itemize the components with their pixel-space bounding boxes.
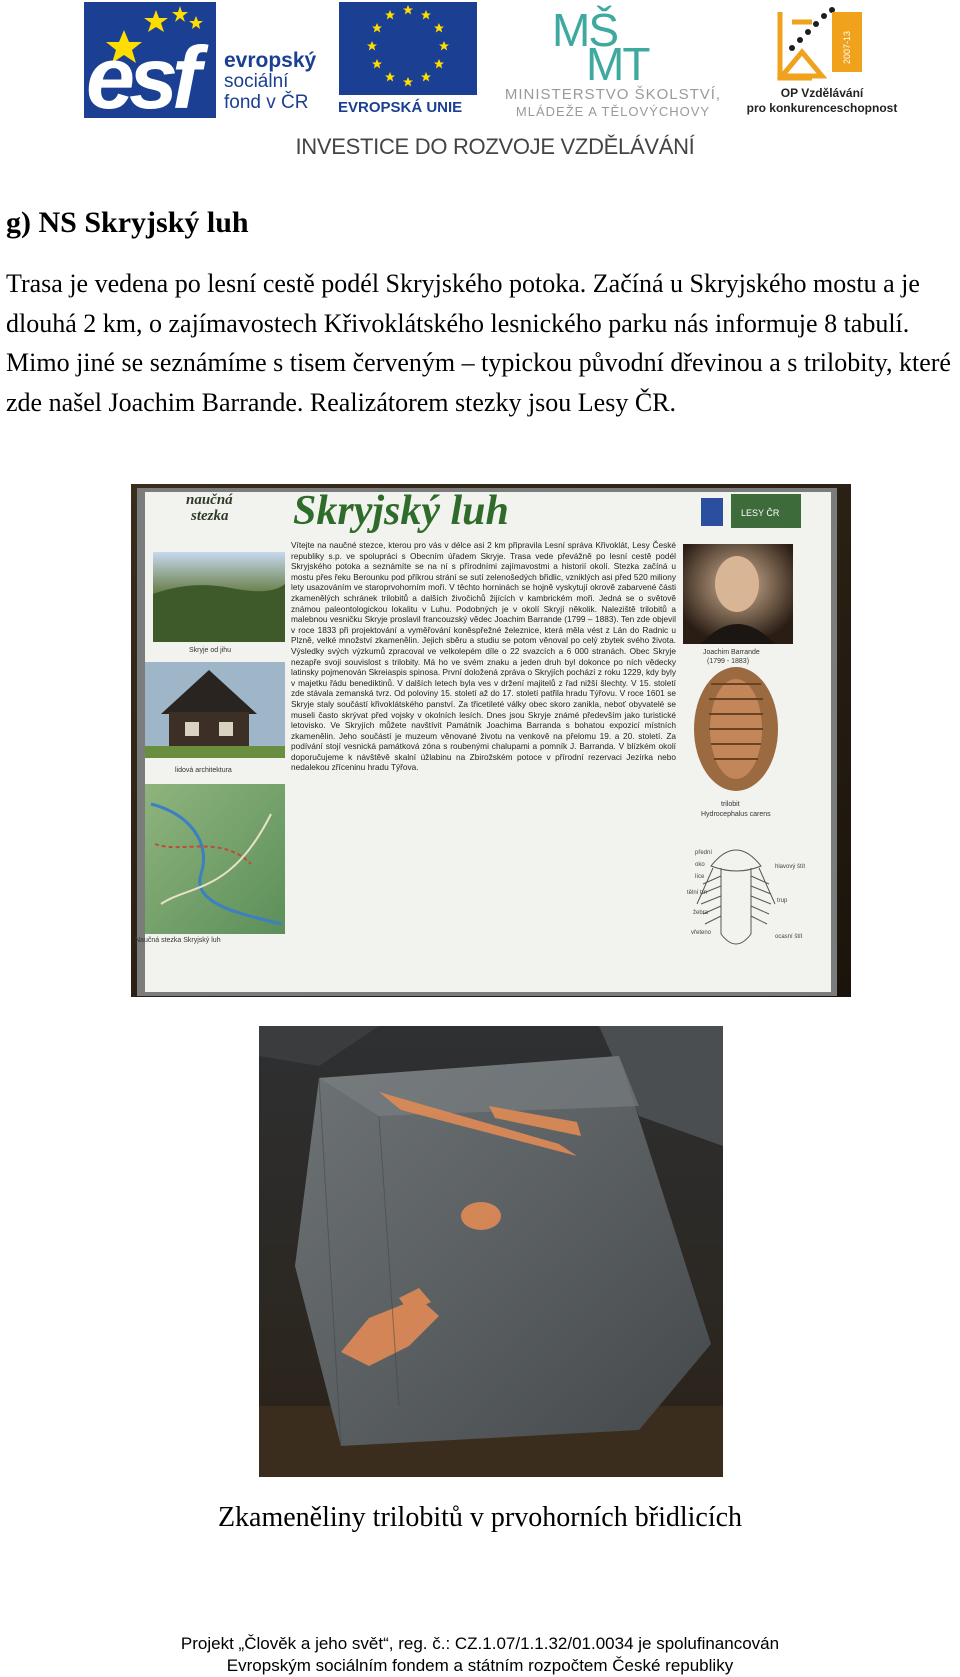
- op-line: pro konkurenceschopnost: [746, 101, 898, 115]
- esf-logo-text: [224, 50, 334, 113]
- op-logo-icon: [772, 2, 868, 84]
- fossil-photo: [259, 1026, 723, 1477]
- anatomy-label: trup: [777, 898, 788, 904]
- board-coat-of-arms-icon: [701, 498, 723, 526]
- board-title: Skryjský luh: [293, 488, 509, 534]
- anatomy-label: hlavový štít: [775, 864, 806, 870]
- msmt-logo: [548, 2, 676, 82]
- anatomy-label: žebra: [693, 910, 709, 916]
- msmt-logo-text: [488, 86, 738, 120]
- msmt-line: MLÁDEŽE A TĚLOVÝCHOVY: [515, 104, 711, 119]
- board-photo-caption: Skryje od jihu: [189, 647, 232, 654]
- slogan: INVESTICE DO ROZVOJE VZDĚLÁVÁNÍ: [295, 134, 695, 159]
- op-line: OP Vzdělávání: [780, 86, 864, 100]
- op-logo-text: [742, 86, 902, 116]
- section-heading: g) NS Skryjský luh: [6, 206, 249, 239]
- eu-caption: EVROPSKÁ UNIE: [338, 99, 463, 116]
- footer-line: Evropským sociálním fondem a státním rozpočtem České republiky: [226, 1656, 734, 1675]
- footer: [0, 1633, 960, 1677]
- board-map-caption: Naučná stezka Skryjský luh: [135, 937, 221, 944]
- anatomy-label: přední: [695, 850, 713, 856]
- board-body-text: Vítejte na naučné stezce, kterou pro vás v délce asi 2 km připravila Lesní správa Křivoklát, Lesy České republiky s.p. ve spolupráci s Obecním úřadem Skryje. Trasa vede převážně po lesní cestě podél Skryjského potoka a seznámíte se na ní s přírodními zajímavostmi a historií okolí. Stezka začíná u mostu přes řeku Berounku pod příkrou strání se sutí zelenošedých břidlic, vzniklých asi před 520 miliony lety usazováním ve staroprvohorním moři. V těchto horninách se hojně vyskytují okrově zabarvené části zkamenělých schránek trilobitů a dalších živočichů žijících v kambrickém moři. Jedná se o světově známou paleontologickou lokalitu v Luhu. Podobných je v okolí Skryjí několik. Naleziště trilobitů a malebnou vesničku Skryje proslavil francouzský vědec Joachim Barrande (1799 – 1883). Ten zde objevil v roce 1833 při projektování a vyměřování koněspřežné železnice, která měla vést z Lán do Radnic u Plzně, velké množství zkamenělin. Jejich sběru a studiu se potom věnoval po celý zbytek svého života. Výsledky svých výzkumů zpracoval ve velkolepém díle o 22 svazcích a 6 000 stranách. Obec Skryje nezapře svoji souvislost s trilobity. Má ho ve svém znaku a jeden druh byl dokonce po ních vědecky latinsky pojmenován Skreiaspis spinosa. První doložená zpráva o Skryjích pochází z roku 1229, kdy byly v majetku řádu benediktinů. V dalších letech byla ves v držení majitelů z řad nižší šlechty. V 15. století zde stávala zemanská tvrz. Od poloviny 15. století až do 17. století patřila hradu Týřovu. V roce 1601 se Skryje staly součástí křivoklátského panství. Za třicetileté války obec skoro zanikla, neboť obyvatelé se museli často skrývat před vojsky v okolních lesích. Dnes jsou Skryje známé především jako turistické letovisko. Ve Skryjích můžete navštívit Památník Joachima Barranda s bohatou expozicí místních zkamenělin. Jeho součástí je muzeum věnované životu na venkově na přelomu 19. a 20. století. Za podívání stojí vesnická památková zóna s roubenými chalupami a pomník J. Barranda. V blízkém okolí doporučujeme k návštěvě skalní úžlabinu na Zbirožském potoce v přírodní rezervaci Jezírka nebo nedalekou zříceninu hradu Týřova.: [291, 540, 676, 773]
- op-seal-text: 2007-13: [842, 30, 852, 64]
- board-badge-line: stezka: [191, 508, 229, 524]
- board-badge-line: naučná: [186, 492, 233, 508]
- esf-line: evropský: [224, 49, 317, 72]
- section-paragraph: Trasa je vedena po lesní cestě podél Skryjského potoka. Začíná u Skryjského mostu a je dlouhá 2 km, o zajímavostech Křivoklátského lesnického parku nás informuje 8 tabulí. Mimo jiné se seznámíme s tisem červeným – typickou původní dřevinou a s trilobity, které zde našel Joachim Barrande. Realizátorem stezky jsou Lesy ČR.: [6, 269, 951, 417]
- footer-line: Projekt „Člověk a jeho svět“, reg. č.: CZ.1.07/1.1.32/01.0034 je spolufinancován: [180, 1634, 780, 1653]
- board-logo-text: LESY ČR: [741, 508, 780, 518]
- portrait-caption: Joachim Barrande: [703, 649, 760, 656]
- eu-flag: [339, 2, 477, 95]
- msmt-logo-mark-bottom: MT: [586, 38, 649, 82]
- anatomy-label: tělní trn: [687, 890, 708, 896]
- anatomy-label: vřetenо: [691, 930, 712, 936]
- esf-logo-letters: esf: [86, 28, 196, 127]
- board-map: [145, 784, 285, 934]
- esf-line: fond v ČR: [224, 92, 309, 113]
- msmt-line: MINISTERSTVO ŠKOLSTVÍ,: [504, 86, 722, 103]
- board-photo-caption: lidová architektura: [175, 767, 232, 774]
- portrait-caption: (1799 - 1883): [707, 658, 750, 665]
- info-board-photo: [131, 484, 851, 997]
- anatomy-label: ocasní štít: [775, 934, 803, 940]
- esf-logo: [84, 2, 216, 127]
- anatomy-label: oko: [695, 862, 705, 868]
- fossil-caption: Hydrocephalus carens: [701, 811, 771, 818]
- fossil-caption: trilobit: [721, 801, 740, 808]
- eu-stars-icon: [339, 2, 477, 95]
- photo-caption: Zkameněliny trilobitů v prvohorních břidlicích: [217, 1502, 743, 1533]
- msmt-logo-mark-top: MŠ: [552, 4, 617, 56]
- anatomy-label: líce: [695, 874, 705, 880]
- esf-line: sociální: [224, 71, 289, 92]
